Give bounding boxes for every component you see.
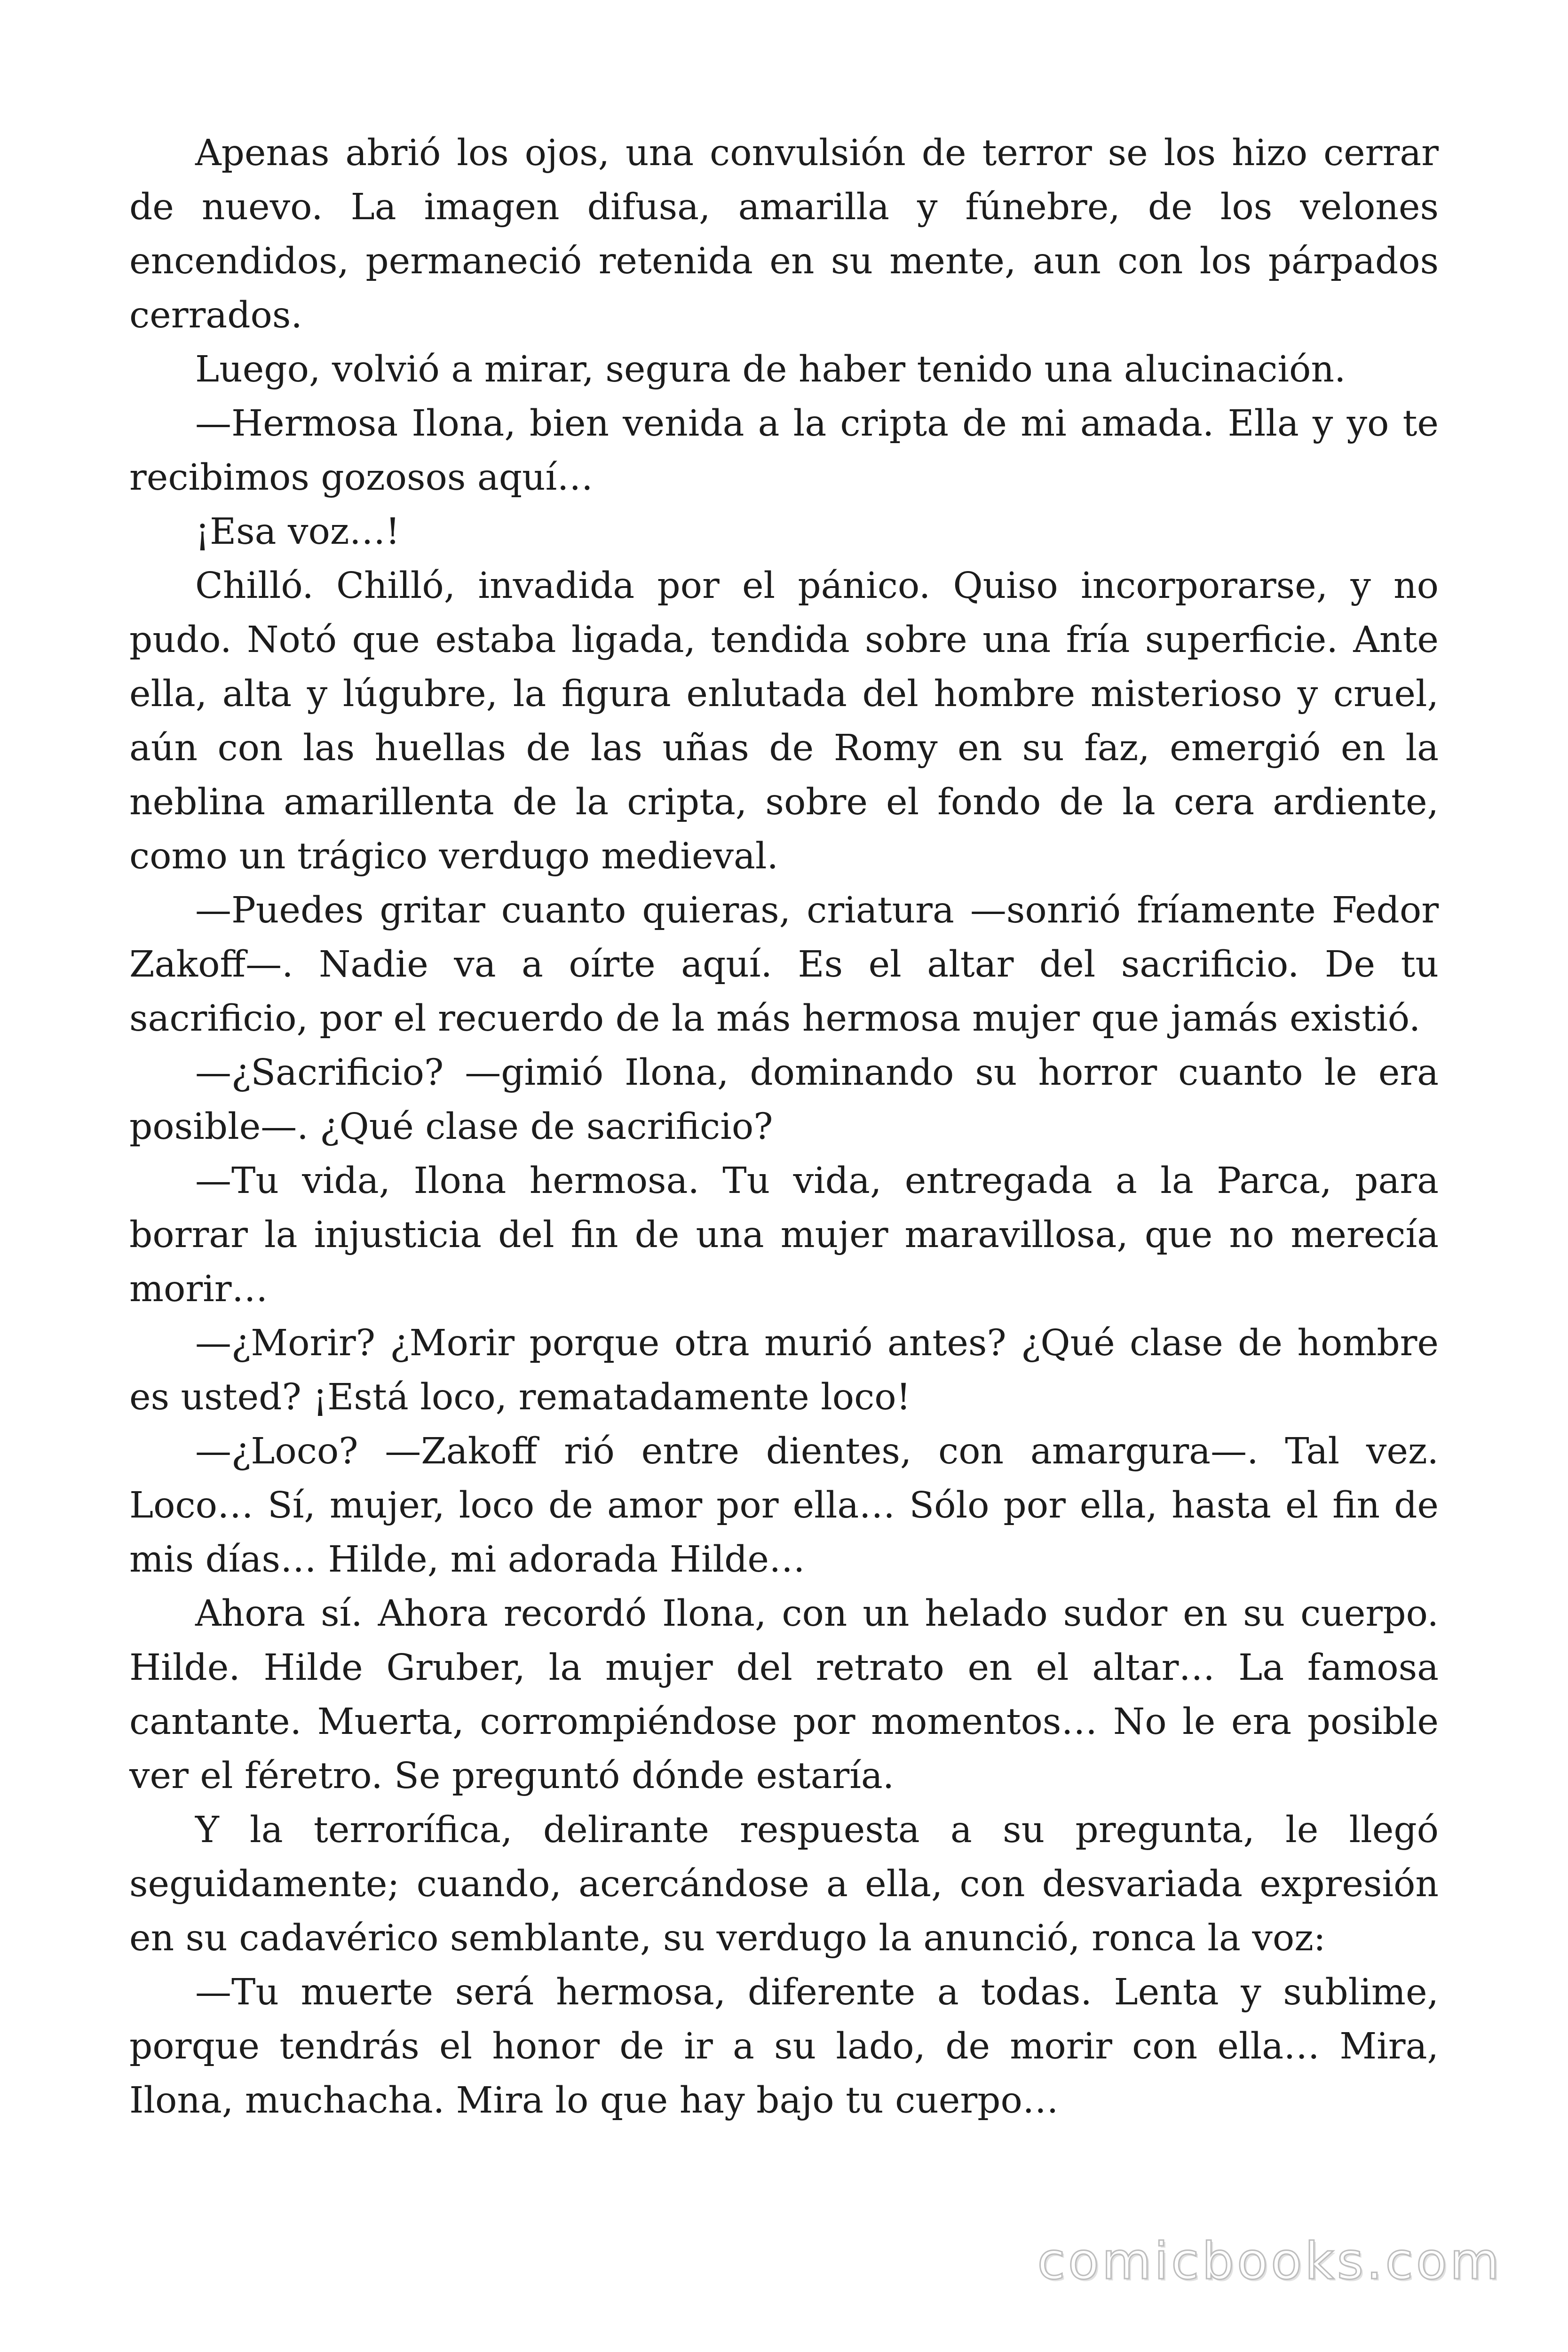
paragraph-5: Chilló. Chilló, invadida por el pánico. Quiso incorporarse, y no pudo. Notó que estaba ligada, tendida sobre una fría superficie. Ante ella, alta y lúgubre, la figura enlutada del hombre misterioso y cruel, aún con las huellas de las uñas de Romy en su faz, emergió en la neblina amarillenta de la cripta, sobre el fondo de la cera ardiente, como un trágico verdugo medieval. xyxy=(129,565,1439,877)
paragraph-9: —¿Morir? ¿Morir porque otra murió antes? ¿Qué clase de hombre es usted? ¡Está loco, rematadamente loco! xyxy=(129,1322,1439,1418)
paragraph-1: Apenas abrió los ojos, una convulsión de terror se los hizo cerrar de nuevo. La imagen difusa, amarilla y fúnebre, de los velones encendidos, permaneció retenida en su mente, aun con los párpados cerrados. xyxy=(129,132,1439,336)
page-body xyxy=(129,126,1439,2128)
paragraph-2: Luego, volvió a mirar, segura de haber tenido una alucinación. xyxy=(195,349,1346,390)
paragraph-3: —Hermosa Ilona, bien venida a la cripta de mi amada. Ella y yo te recibimos gozosos aquí… xyxy=(129,403,1439,499)
paragraph-8: —Tu vida, Ilona hermosa. Tu vida, entregada a la Parca, para borrar la injusticia del fin de una mujer maravillosa, que no merecía morir… xyxy=(129,1160,1439,1310)
paragraph-10: —¿Loco? —Zakoff rió entre dientes, con amargura—. Tal vez. Loco… Sí, mujer, loco de amor por ella… Sólo por ella, hasta el fin de mis días… Hilde, mi adorada Hilde… xyxy=(129,1430,1439,1581)
paragraph-11: Ahora sí. Ahora recordó Ilona, con un helado sudor en su cuerpo. Hilde. Hilde Gruber, la mujer del retrato en el altar… La famosa cantante. Muerta, corrompiéndose por momentos… No le era posible ver el féretro. Se preguntó dónde estaría. xyxy=(129,1593,1439,1797)
paragraph-6: —Puedes gritar cuanto quieras, criatura —sonrió fríamente Fedor Zakoff—. Nadie va a oírte aquí. Es el altar del sacrificio. De tu sacrificio, por el recuerdo de la más hermosa mujer que jamás existió. xyxy=(129,890,1439,1040)
paragraph-7: —¿Sacrificio? —gimió Ilona, dominando su horror cuanto le era posible—. ¿Qué clase de sacrificio? xyxy=(129,1052,1439,1148)
paragraph-13: —Tu muerte será hermosa, diferente a todas. Lenta y sublime, porque tendrás el honor de ir a su lado, de morir con ella… Mira, Ilona, muchacha. Mira lo que hay bajo tu cuerpo… xyxy=(129,1971,1439,2122)
paragraph-12: Y la terrorífica, delirante respuesta a su pregunta, le llegó seguidamente; cuando, acercándose a ella, con desvariada expresión en su cadavérico semblante, su verdugo la anunció, ronca la voz: xyxy=(129,1809,1439,1959)
watermark-logo: comicbooks.com xyxy=(1037,2232,1502,2291)
paragraph-4: ¡Esa voz…! xyxy=(195,511,400,553)
